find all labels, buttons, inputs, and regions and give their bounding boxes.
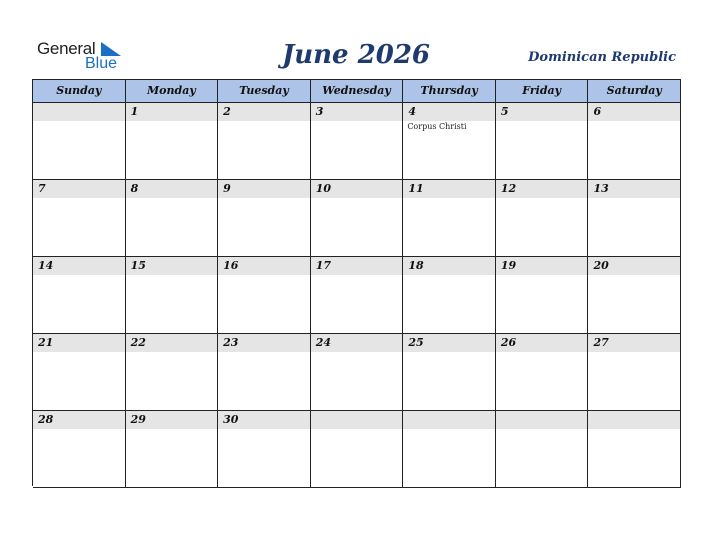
calendar-day-cell[interactable] [588, 180, 681, 257]
day-number-band [403, 103, 495, 121]
calendar-day-cell[interactable] [496, 334, 589, 411]
day-number: 19 [500, 259, 517, 272]
weekday-header-row [33, 80, 681, 103]
calendar-day-cell[interactable] [403, 411, 496, 488]
day-number: 27 [593, 336, 609, 349]
calendar-day-cell[interactable] [33, 411, 126, 488]
weekday-header: Wednesday [311, 80, 404, 103]
day-number: 25 [408, 336, 424, 349]
day-number-band [126, 411, 218, 429]
day-number-band [126, 180, 218, 198]
day-number: 1 [130, 105, 139, 118]
day-number-band [33, 180, 125, 198]
calendar-day-cell[interactable] [496, 257, 589, 334]
day-number-band [126, 334, 218, 352]
day-number: 30 [223, 413, 239, 426]
calendar-day-cell[interactable] [403, 257, 496, 334]
holiday-label: Corpus Christi [407, 122, 467, 131]
calendar-day-cell[interactable] [588, 411, 681, 488]
calendar-day-cell[interactable] [218, 411, 311, 488]
day-number-band [496, 257, 588, 275]
calendar-day-cell[interactable] [496, 180, 589, 257]
calendar-day-cell[interactable] [33, 257, 126, 334]
day-number: 16 [223, 259, 239, 272]
calendar-day-cell[interactable] [496, 411, 589, 488]
calendar-day-cell[interactable] [311, 334, 404, 411]
day-number: 20 [593, 259, 609, 272]
calendar-day-cell[interactable] [126, 180, 219, 257]
day-number-band [311, 334, 403, 352]
day-number: 22 [130, 336, 146, 349]
day-number: 28 [38, 413, 54, 426]
day-number-band [311, 103, 403, 121]
calendar-day-cell[interactable] [311, 411, 404, 488]
day-number: 15 [130, 259, 146, 272]
calendar-week-row [33, 411, 681, 488]
day-number-band [403, 411, 495, 429]
day-number: 23 [223, 336, 239, 349]
day-number-band [588, 180, 680, 198]
weekday-header: Thursday [403, 80, 496, 103]
day-number-band [496, 180, 588, 198]
calendar-day-cell[interactable] [33, 334, 126, 411]
day-number: 5 [500, 105, 509, 118]
day-number-band [588, 103, 680, 121]
calendar-day-cell[interactable] [218, 257, 311, 334]
day-number-band [218, 334, 310, 352]
day-number-band [496, 103, 588, 121]
calendar-day-cell[interactable] [496, 103, 589, 180]
day-number-band [403, 180, 495, 198]
calendar-day-cell[interactable] [311, 103, 404, 180]
calendar-day-cell[interactable] [126, 103, 219, 180]
day-number: 21 [38, 336, 54, 349]
calendar-week-row [33, 257, 681, 334]
day-number: 14 [38, 259, 54, 272]
calendar-day-cell[interactable] [126, 411, 219, 488]
day-number-band [588, 257, 680, 275]
calendar-day-cell[interactable] [218, 334, 311, 411]
day-number-band [403, 257, 495, 275]
calendar-grid [32, 79, 681, 486]
calendar-week-row [33, 334, 681, 411]
calendar-day-cell[interactable] [126, 334, 219, 411]
day-number: 9 [223, 182, 231, 195]
day-number-band [496, 411, 588, 429]
day-number-band [218, 180, 310, 198]
weekday-header: Sunday [33, 80, 126, 103]
day-number: 26 [500, 336, 517, 349]
calendar-title: June 2026 [281, 40, 431, 70]
calendar-week-row [33, 103, 681, 180]
day-number-band [33, 257, 125, 275]
day-number: 11 [408, 182, 424, 195]
day-number: 4 [408, 105, 416, 118]
weekday-header: Saturday [588, 80, 681, 103]
weeks-container [33, 103, 681, 488]
calendar-day-cell[interactable] [311, 257, 404, 334]
day-number: 2 [223, 105, 231, 118]
day-number: 8 [130, 182, 139, 195]
calendar-day-cell[interactable] [403, 103, 496, 180]
day-number: 17 [315, 259, 332, 272]
calendar-day-cell[interactable] [403, 334, 496, 411]
day-number: 7 [38, 182, 46, 195]
day-number-band [403, 334, 495, 352]
day-number-band [311, 411, 403, 429]
calendar-day-cell[interactable] [403, 180, 496, 257]
day-number: 18 [408, 259, 424, 272]
day-number: 13 [593, 182, 609, 195]
day-number-band [126, 103, 218, 121]
day-number-band [33, 103, 125, 121]
day-number-band [33, 411, 125, 429]
day-number-band [33, 334, 125, 352]
weekday-header: Friday [496, 80, 589, 103]
calendar-day-cell[interactable] [588, 257, 681, 334]
day-number-band [126, 257, 218, 275]
weekday-header: Tuesday [218, 80, 311, 103]
day-number-band [218, 411, 310, 429]
brand-logo-blue: Blue [85, 55, 118, 72]
day-number: 29 [130, 413, 146, 426]
calendar-week-row [33, 180, 681, 257]
day-number-band [311, 257, 403, 275]
day-number-band [218, 257, 310, 275]
day-number-band [588, 334, 680, 352]
day-number: 12 [500, 182, 517, 195]
calendar-day-cell[interactable] [218, 103, 311, 180]
day-number: 3 [315, 105, 324, 118]
day-number: 10 [315, 182, 332, 195]
day-number-band [311, 180, 403, 198]
calendar-day-cell[interactable] [218, 180, 311, 257]
calendar-day-cell[interactable] [126, 257, 219, 334]
calendar-day-cell[interactable] [33, 180, 126, 257]
brand-logo-general: General [37, 39, 96, 58]
day-number: 6 [593, 105, 602, 118]
calendar-day-cell[interactable] [588, 334, 681, 411]
day-number-band [588, 411, 680, 429]
calendar-day-cell[interactable] [33, 103, 126, 180]
day-number-band [218, 103, 310, 121]
day-number: 24 [315, 336, 332, 349]
calendar-day-cell[interactable] [588, 103, 681, 180]
weekday-header: Monday [126, 80, 219, 103]
day-number-band [496, 334, 588, 352]
calendar-day-cell[interactable] [311, 180, 404, 257]
country-label: Dominican Republic [528, 50, 676, 65]
